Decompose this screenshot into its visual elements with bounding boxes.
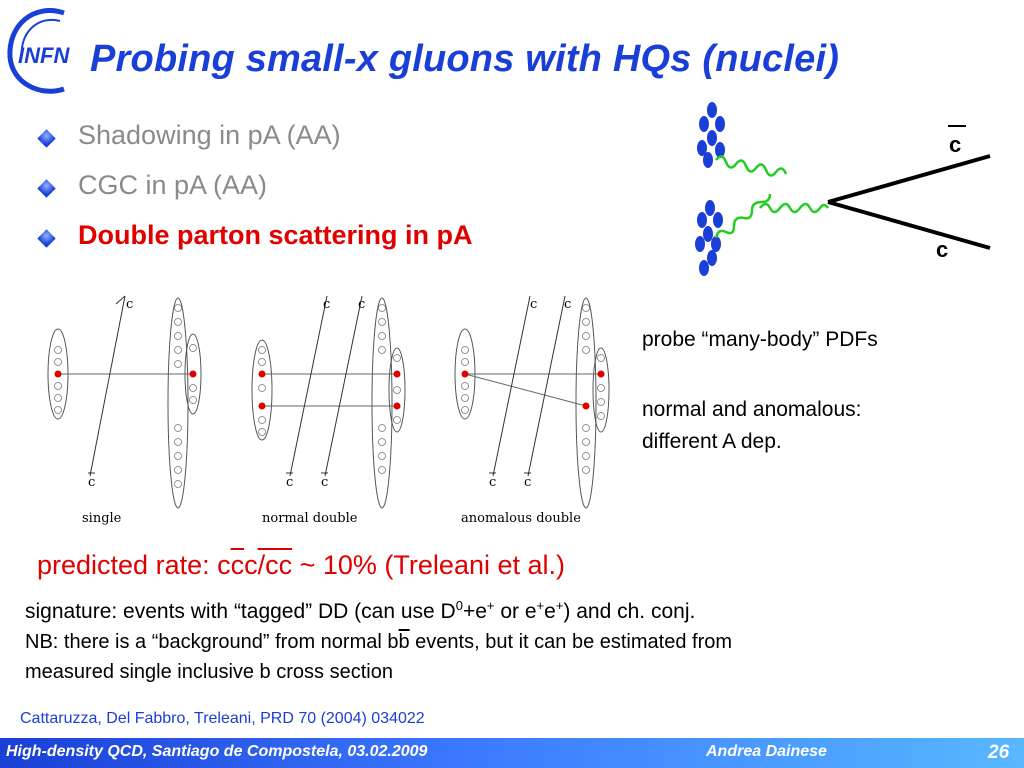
rate-prefix: predicted rate: c [37,550,231,580]
logo-text: INFN [18,43,70,68]
quark-label: c [489,475,497,490]
gluon-lines [716,156,828,238]
nb-bbar: $\overline{b}$ [398,631,410,653]
superscript: + [486,598,495,613]
note-many-body: probe “many-body” PDFs [642,328,878,351]
quark-label: c [126,297,134,312]
footer-bar [0,738,1024,768]
rate-cbar: $\overline{c}$ [278,550,293,580]
rate-cbar: /c [257,550,279,580]
quark-label: c [321,475,329,490]
signature-text [25,598,695,624]
bullet-text: CGC in pA (AA) [78,170,268,200]
slide-title: Probing small-x gluons with HQs (nuclei) [90,38,840,80]
quark-label: c [358,297,366,312]
diagram-label-single: single [82,511,122,526]
quark-label: c [323,297,331,312]
signature-part: +e [462,600,487,623]
signature-part: signature: events with “tagged” DD (can use D [25,600,456,623]
bullet-item [40,120,473,170]
note-a-dependence: different A dep. [642,430,782,453]
footer-author: Andrea Dainese [706,743,827,760]
bullet-list [40,120,473,270]
bullet-diamond-icon [37,229,55,247]
quark-label: c [88,475,96,490]
signature-part: or e [494,600,537,623]
cbar-label: c [949,132,962,157]
rate-c: c [244,550,258,580]
diagram-anomalous-double [455,296,609,508]
nucleon-constituents [55,305,605,488]
note-normal-anomalous: normal and anomalous: [642,398,862,421]
superscript: 0 [455,598,463,613]
bullet-item-highlighted [40,220,473,270]
nb-text: events, but it can be estimated from [409,631,733,653]
diagram-single [48,296,201,508]
diagram-label-anomalous-double: anomalous double [461,511,581,526]
quark-label: c [564,297,572,312]
nb-line2: measured single inclusive b cross section [25,661,393,683]
predicted-rate [37,550,565,581]
bullet-diamond-icon [37,129,55,147]
diagram-label-normal-double: normal double [262,511,358,526]
quark-label: c [286,475,294,490]
superscript: + [555,598,564,613]
bullet-item [40,170,473,220]
bullet-text: Double parton scattering in pA [78,220,473,250]
bullet-diamond-icon [37,179,55,197]
footer-conference: High-density QCD, Santiago de Compostela, 03.02.2009 [6,743,428,760]
rate-cbar: $\overline{c}$ [230,550,245,580]
infn-logo [4,5,86,97]
signature-part: ) and ch. conj. [563,600,696,623]
quark-label: c [524,475,532,490]
page-number: 26 [988,742,1010,763]
signature-part: e [544,600,556,623]
parton-scattering-diagrams [40,288,620,530]
nb-line1 [25,631,732,654]
nb-text: NB: there is a “background” from normal b [25,631,399,653]
nucleus-bottom-icon [695,200,723,276]
superscript: + [536,598,545,613]
reference-citation: Cattaruzza, Del Fabbro, Treleani, PRD 70 (2004) 034022 [20,710,425,727]
rate-suffix: ~ 10% (Treleani et al.) [292,550,565,580]
quark-label: c [530,297,538,312]
c-label: c [936,237,949,262]
diagram-normal-double [252,296,405,508]
bullet-text: Shadowing in pA (AA) [78,120,341,150]
gluon-fusion-diagram [680,98,1010,288]
nucleus-top-icon [697,102,725,168]
